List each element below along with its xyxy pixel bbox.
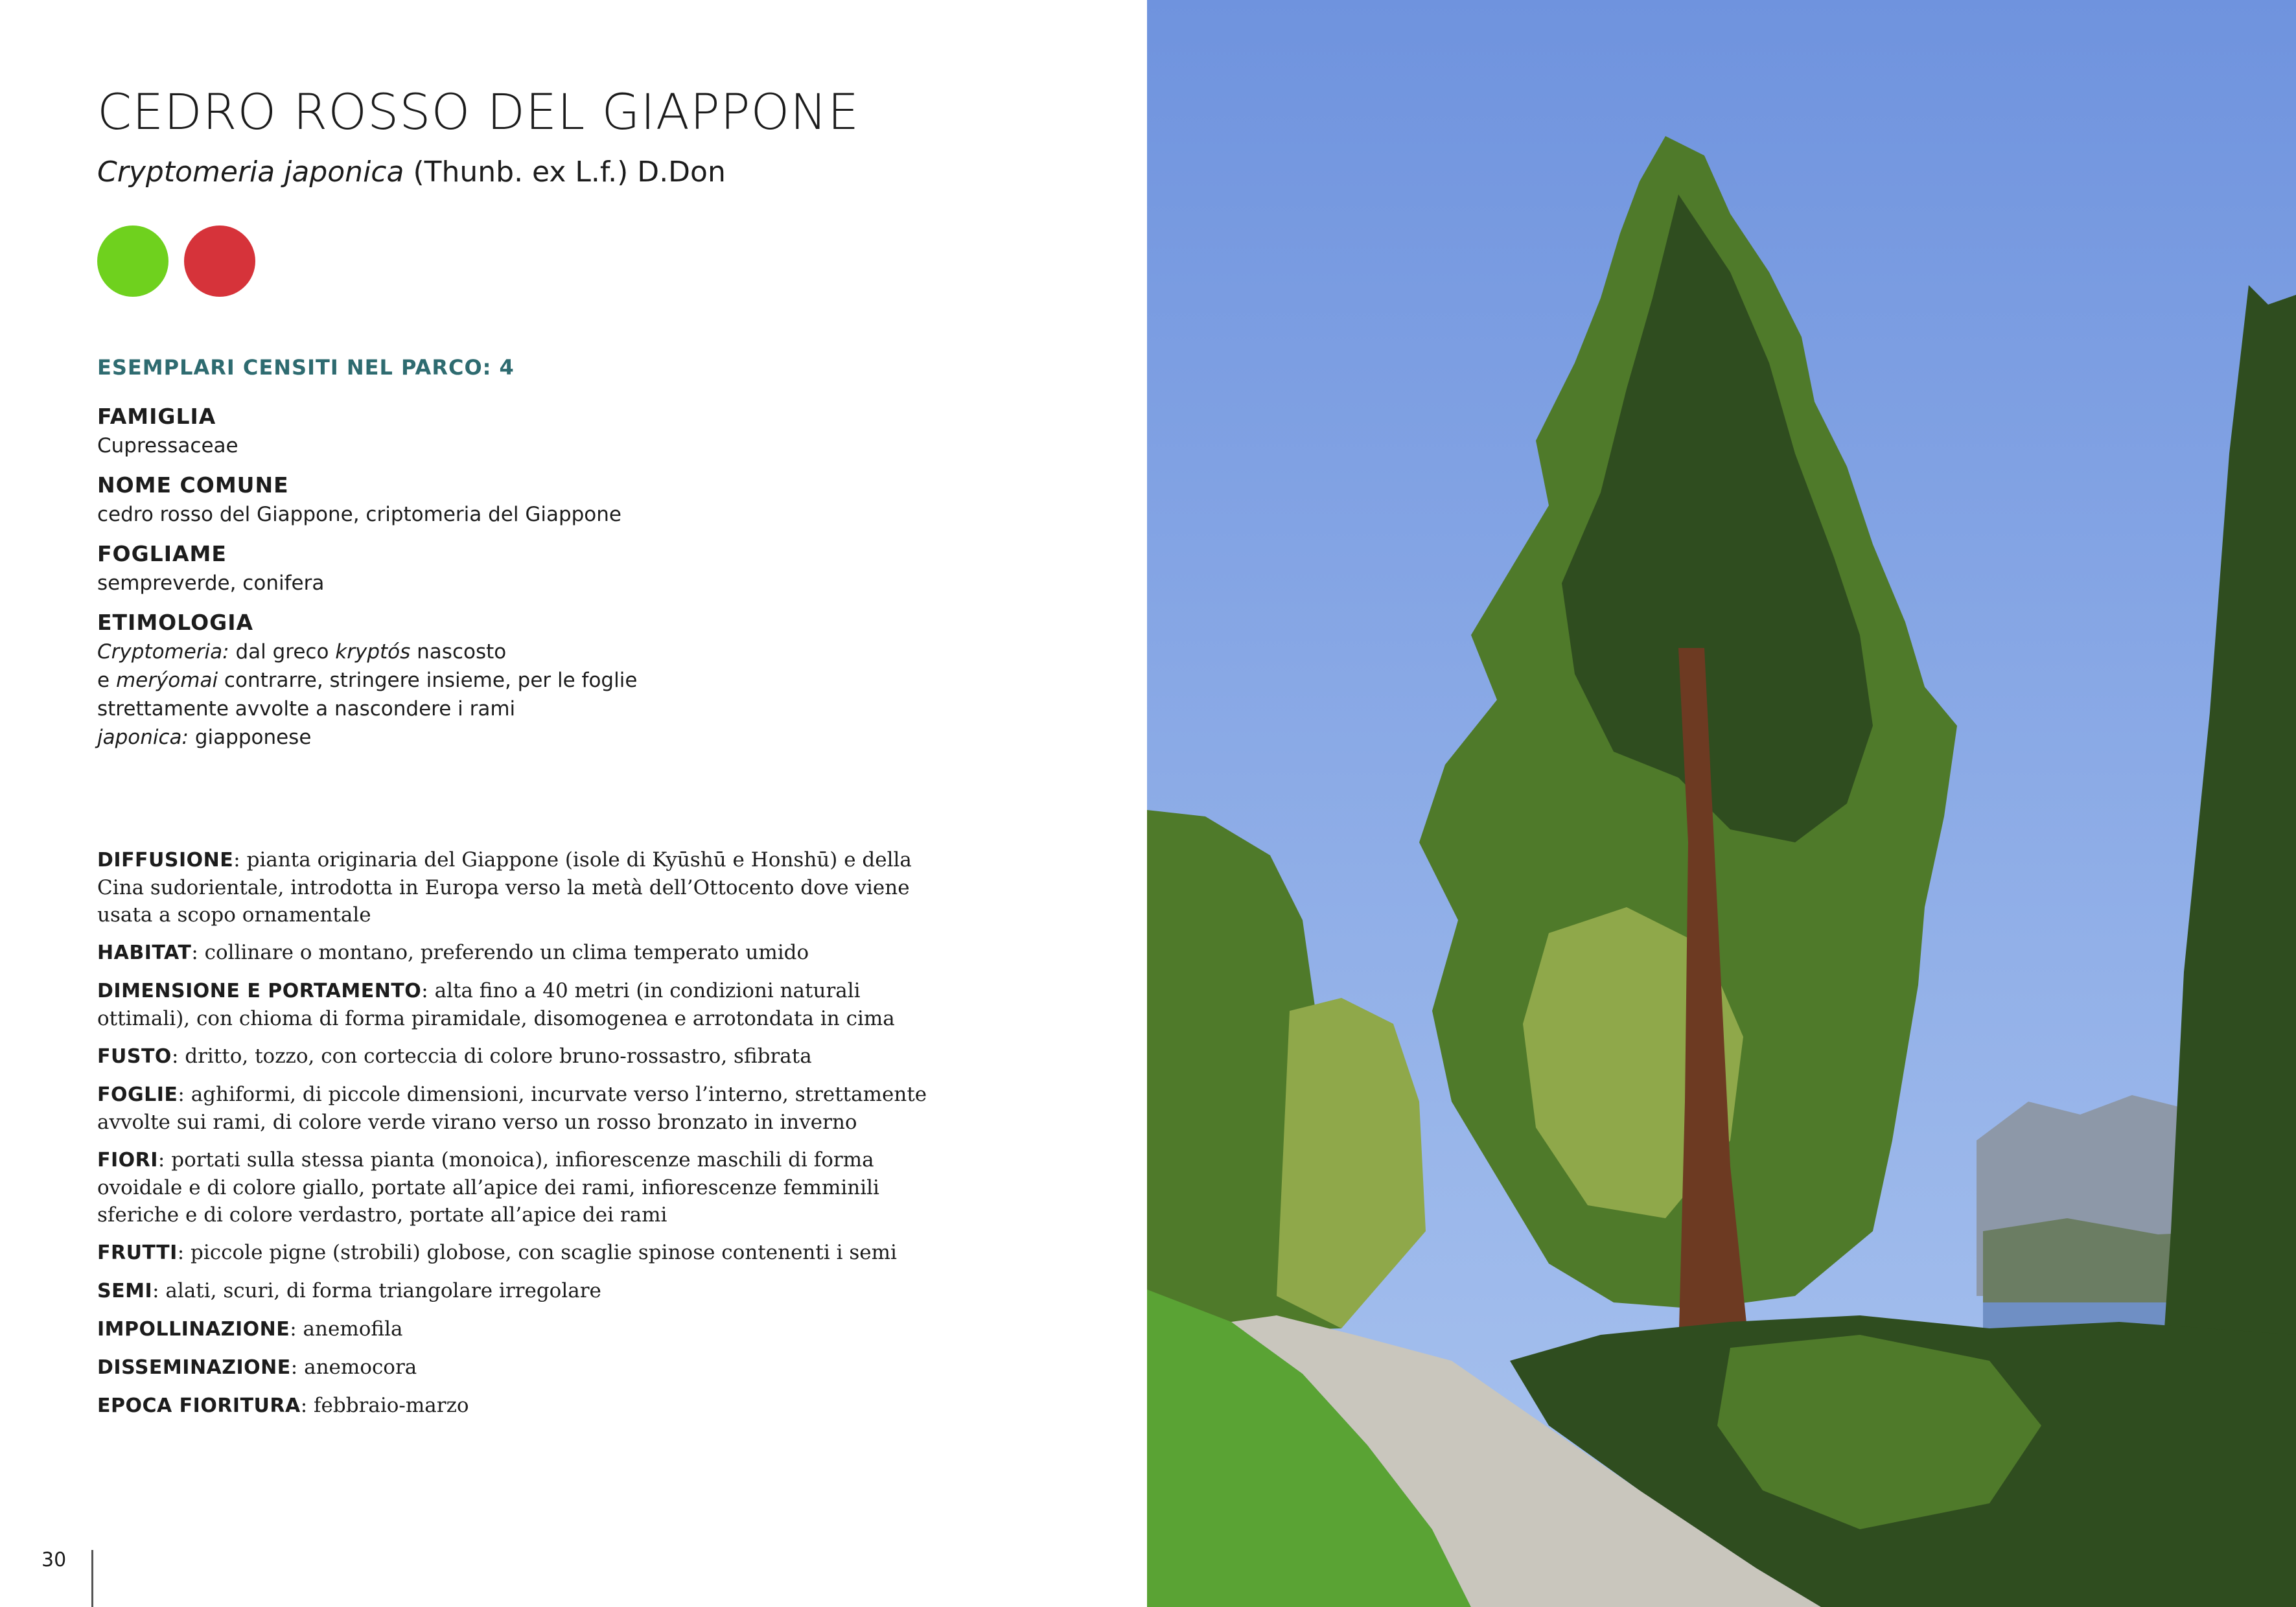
census-label: ESEMPLARI CENSITI NEL PARCO: bbox=[97, 355, 492, 380]
detail-text: : piccole pigne (strobili) globose, con scaglie spinose contenenti i semi bbox=[177, 1241, 897, 1264]
fact-etimologia bbox=[97, 608, 810, 752]
detail-label: IMPOLLINAZIONE bbox=[97, 1318, 290, 1341]
etymology-line bbox=[97, 666, 810, 695]
etymology-line bbox=[97, 638, 810, 666]
etymology-greek-word: merýomai bbox=[115, 669, 218, 692]
fact-value: Cupressaceae bbox=[97, 434, 238, 457]
fact-nome-comune bbox=[97, 470, 810, 529]
detail-label: FRUTTI bbox=[97, 1242, 178, 1264]
page-number: 30 bbox=[41, 1549, 67, 1571]
fact-value: sempreverde, conifera bbox=[97, 572, 325, 595]
category-dots bbox=[97, 225, 255, 297]
detail-text: : alta fino a 40 metri (in condizioni naturali ottimali), con chioma di forma piramidale, disomogenea e arrotondata in cima bbox=[97, 979, 895, 1030]
etymology-greek-word: kryptós bbox=[335, 640, 411, 664]
detail-fiori bbox=[97, 1146, 940, 1229]
census-count bbox=[97, 355, 515, 380]
fact-fogliame bbox=[97, 539, 810, 597]
detail-fusto bbox=[97, 1043, 940, 1070]
fact-label: NOME COMUNE bbox=[97, 472, 289, 498]
scientific-binomial: Cryptomeria japonica bbox=[97, 156, 404, 189]
detail-text: : anemofila bbox=[290, 1317, 403, 1341]
detail-label: DIFFUSIONE bbox=[97, 849, 234, 872]
detail-label: HABITAT bbox=[97, 942, 192, 964]
detail-label: SEMI bbox=[97, 1280, 153, 1302]
detail-impollinazione bbox=[97, 1315, 940, 1343]
fact-label: FAMIGLIA bbox=[97, 404, 216, 429]
page-title: CEDRO ROSSO DEL GIAPPONE bbox=[97, 83, 860, 141]
red-dot bbox=[184, 225, 255, 297]
detail-label: DIMENSIONE E PORTAMENTO bbox=[97, 980, 422, 1002]
detail-label: FIORI bbox=[97, 1149, 158, 1172]
detail-text: : portati sulla stessa pianta (monoica), infiorescenze maschili di forma ovoidale e di colore giallo, portate all’apice dei rami, infiorescenze femminili sferiche e di colore verdastro, portate all’apice dei rami bbox=[97, 1148, 879, 1227]
etymology-text: nascosto bbox=[410, 640, 507, 664]
detail-dimensione bbox=[97, 977, 940, 1032]
details-block bbox=[97, 846, 940, 1430]
detail-label: FUSTO bbox=[97, 1045, 172, 1068]
census-value: 4 bbox=[499, 355, 515, 380]
detail-text: : alati, scuri, di forma triangolare irregolare bbox=[152, 1279, 601, 1302]
detail-text: : aghiformi, di piccole dimensioni, incurvate verso l’interno, strettamente avvolte sui rami, di colore verde virano verso un rosso bronzato in inverno bbox=[97, 1083, 927, 1134]
scientific-author: (Thunb. ex L.f.) D.Don bbox=[413, 156, 726, 189]
detail-foglie bbox=[97, 1081, 940, 1136]
left-page bbox=[0, 0, 1147, 1607]
detail-epoca-fioritura bbox=[97, 1392, 940, 1420]
detail-disseminazione bbox=[97, 1354, 940, 1382]
fact-famiglia bbox=[97, 402, 810, 460]
detail-diffusione bbox=[97, 846, 940, 929]
detail-text: : anemocora bbox=[290, 1356, 417, 1379]
fact-label: FOGLIAME bbox=[97, 541, 227, 566]
detail-text: : pianta originaria del Giappone (isole di Kyūshū e Honshū) e della Cina sudorientale, introdotta in Europa verso la metà dell’Ottocento dove viene usata a scopo ornamentale bbox=[97, 848, 912, 927]
etymology-text: contrarre, stringere insieme, per le foglie bbox=[218, 669, 638, 692]
detail-label: EPOCA FIORITURA bbox=[97, 1394, 301, 1417]
fact-label: ETIMOLOGIA bbox=[97, 610, 254, 635]
facts-block bbox=[97, 402, 810, 762]
detail-label: FOGLIE bbox=[97, 1083, 178, 1106]
detail-label: DISSEMINAZIONE bbox=[97, 1356, 291, 1379]
etymology-species: japonica: bbox=[97, 726, 189, 749]
detail-text: : collinare o montano, preferendo un clima temperato umido bbox=[191, 941, 809, 964]
detail-text: : dritto, tozzo, con corteccia di colore bruno-rossastro, sfibrata bbox=[171, 1045, 812, 1068]
green-dot bbox=[97, 225, 168, 297]
etymology-text: dal greco bbox=[229, 640, 336, 664]
detail-text: : febbraio-marzo bbox=[300, 1394, 469, 1417]
detail-semi bbox=[97, 1277, 940, 1305]
detail-frutti bbox=[97, 1239, 940, 1267]
scientific-name bbox=[97, 156, 726, 189]
detail-habitat bbox=[97, 939, 940, 967]
etymology-text: giapponese bbox=[189, 726, 312, 749]
page-number-rule bbox=[91, 1550, 93, 1607]
etymology-genus: Cryptomeria: bbox=[97, 640, 229, 664]
etymology-text: e bbox=[97, 669, 116, 692]
etymology-line: strettamente avvolte a nascondere i rami bbox=[97, 697, 516, 721]
cryptomeria-tree-photo bbox=[1147, 0, 2296, 1607]
etymology-line bbox=[97, 723, 810, 752]
fact-value: cedro rosso del Giappone, criptomeria del Giappone bbox=[97, 503, 621, 526]
photo-illustration bbox=[1147, 0, 2296, 1607]
